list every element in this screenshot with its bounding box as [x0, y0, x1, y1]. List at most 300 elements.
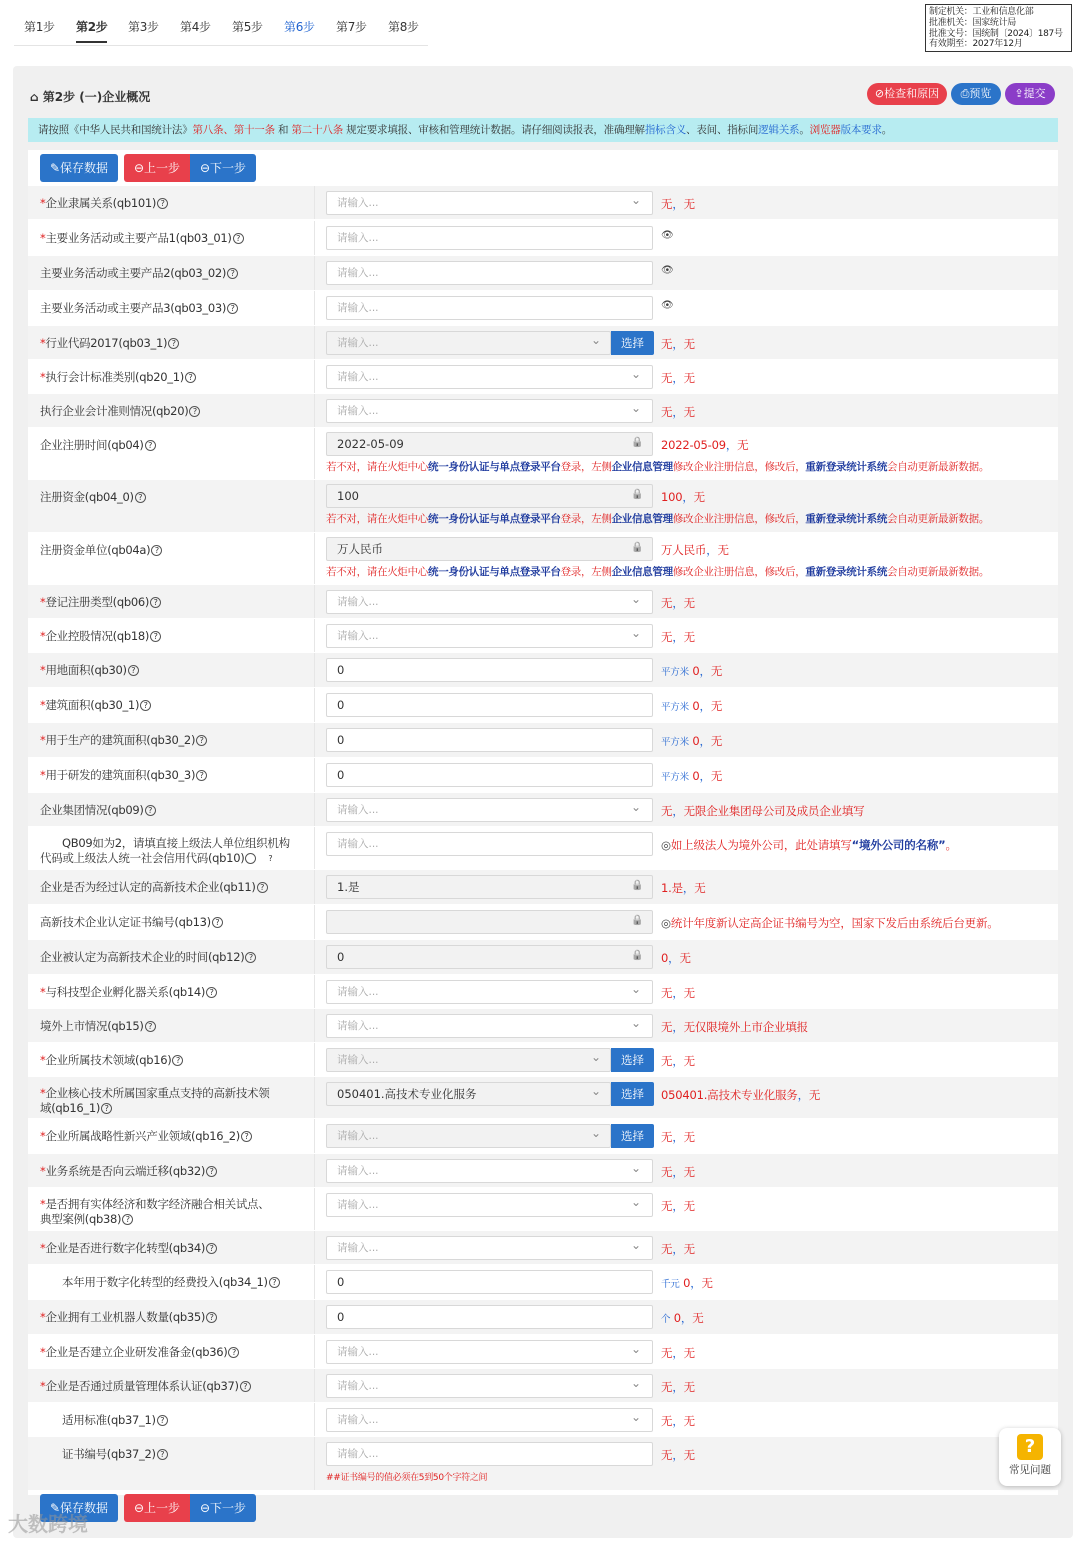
previous-value: 无 — [683, 371, 695, 385]
hint-link[interactable]: 统一身份认证与单点登录平台 — [428, 461, 561, 473]
field-label — [40, 985, 217, 1000]
form-row — [28, 1403, 1058, 1437]
chevron-down-icon: ⌄ — [591, 1126, 602, 1140]
save-label: 保存数据 — [60, 1501, 109, 1515]
tab-step-1[interactable]: 第1步 — [24, 20, 55, 34]
faq-button[interactable] — [999, 1428, 1061, 1486]
text-input[interactable]: 请输入... — [326, 261, 653, 285]
select-input[interactable]: 请输入... — [326, 191, 653, 215]
help-icon[interactable]: ? — [189, 406, 200, 417]
chevron-down-icon: ⌄ — [631, 1238, 642, 1252]
faq-label: 常见问题 — [1009, 1464, 1051, 1476]
help-icon[interactable]: ? — [257, 882, 268, 893]
field-label — [40, 1241, 217, 1256]
form-row — [28, 1335, 1058, 1369]
column-divider — [314, 619, 315, 652]
arrow-left-icon: ⊖ — [133, 1501, 145, 1515]
meta-line: 有效期至：2027年12月 — [929, 39, 1023, 50]
notice-link[interactable]: 浏览器 — [809, 124, 841, 136]
help-icon[interactable]: ? — [228, 1347, 239, 1358]
select-input[interactable]: 050401.高技术专业化服务 — [326, 1082, 611, 1106]
previous-value: 无 — [683, 1414, 695, 1428]
notice-link[interactable]: 第二十八条 — [291, 124, 343, 136]
current-value: 无 — [661, 1414, 673, 1428]
field-value-display — [661, 595, 695, 611]
chevron-down-icon: ⌄ — [631, 1342, 642, 1356]
help-icon[interactable]: ? — [101, 1103, 112, 1114]
lock-icon: 🔒 — [631, 542, 644, 553]
form-row — [28, 1043, 1058, 1077]
current-value: 0 — [683, 1276, 691, 1290]
home-icon: ⌂ — [30, 90, 39, 104]
select-input[interactable]: 请输入... — [326, 1340, 653, 1364]
select-input[interactable]: 请输入... — [326, 1124, 611, 1148]
validation-hint: ##证书编号的值必须在5到50个字符之间 — [326, 1473, 488, 1483]
form-row — [28, 1369, 1058, 1403]
form-row — [28, 1300, 1058, 1335]
value-separator: ， — [672, 1199, 684, 1213]
help-icon[interactable]: ? — [206, 1312, 217, 1323]
hint-link[interactable]: 重新登录统计系统 — [805, 566, 888, 578]
field-label-text: 执行会计标准类别(qb20_1) — [45, 370, 184, 384]
help-icon[interactable]: ? — [240, 1381, 251, 1392]
column-divider — [314, 326, 315, 359]
page-title — [30, 88, 150, 105]
notice-link[interactable]: 逻辑关系 — [758, 124, 800, 136]
field-label — [40, 1379, 251, 1394]
previous-value: 无限企业集团母公司及成员企业填写 — [683, 804, 865, 818]
field-label — [40, 543, 162, 558]
select-input[interactable]: 请输入... — [326, 1408, 653, 1432]
form-row — [28, 1437, 1058, 1491]
form-row — [28, 1119, 1058, 1154]
submit-button[interactable] — [1005, 83, 1055, 105]
save-button[interactable] — [40, 154, 118, 182]
help-icon[interactable]: ? — [145, 805, 156, 816]
previous-value: 无 — [808, 1088, 821, 1102]
print-icon: ⎙ — [960, 87, 970, 100]
locked-input: 2022-05-09 — [326, 432, 653, 456]
hint-link[interactable]: 企业信息管理 — [611, 513, 673, 525]
help-icon[interactable]: ? — [157, 198, 168, 209]
column-divider — [314, 793, 315, 826]
required-mark: * — [40, 985, 46, 999]
hint-text: 会自动更新最新数据。 — [887, 566, 990, 578]
field-value-display — [661, 489, 705, 505]
current-value: 无 — [661, 197, 673, 211]
locked-input: 0 — [326, 945, 653, 969]
select-input[interactable]: 请输入... — [326, 1193, 653, 1217]
number-input[interactable]: 0 — [326, 728, 653, 752]
column-divider — [314, 256, 315, 290]
field-label-text: 企业所属战略性新兴产业领域(qb16_2) — [45, 1129, 240, 1143]
form-row — [28, 688, 1058, 723]
previous-value: 无 — [683, 197, 695, 211]
current-value: 无 — [661, 1054, 673, 1068]
number-input[interactable]: 0 — [326, 1305, 653, 1329]
lock-icon: 🔒 — [631, 880, 644, 891]
tab-step-7[interactable]: 第7步 — [336, 20, 367, 34]
help-icon[interactable]: ? — [227, 268, 238, 279]
prev-label: 上一步 — [144, 1501, 181, 1515]
previous-value: 无仅限境外上市企业填报 — [683, 1020, 808, 1034]
current-value: 0 — [661, 951, 669, 965]
meta-line: 批准文号：国统制〔2024〕187号 — [929, 28, 1063, 39]
field-value-display — [661, 1310, 704, 1326]
form-row — [28, 827, 1058, 870]
field-value-display — [661, 1198, 695, 1214]
form-row — [28, 723, 1058, 758]
select-input[interactable]: 请输入... — [326, 798, 653, 822]
notice-text: 请按照《中华人民共和国统计法》 — [38, 124, 193, 136]
value-separator: ， — [672, 630, 684, 644]
field-label-text: 主要业务活动或主要产品2(qb03_02) — [40, 266, 227, 280]
tab-step-8[interactable]: 第8步 — [388, 20, 419, 34]
help-icon[interactable]: ? — [128, 665, 139, 676]
text-input[interactable]: 请输入... — [326, 226, 653, 250]
field-label-text: 注册资金单位(qb04a) — [40, 543, 151, 557]
value-separator: ， — [725, 438, 738, 452]
preview-button[interactable] — [951, 83, 1001, 105]
column-divider — [314, 1077, 315, 1118]
field-label-text: 企业拥有工业机器人数量(qb35) — [45, 1310, 206, 1324]
chevron-down-icon: ⌄ — [631, 193, 642, 207]
help-icon[interactable]: ? — [196, 735, 207, 746]
current-value: 无 — [661, 1130, 673, 1144]
select-input[interactable]: 请输入... — [326, 399, 653, 423]
arrow-right-icon: ⊖ — [199, 1501, 211, 1515]
tab-step-3[interactable]: 第3步 — [128, 20, 159, 34]
field-value-display — [661, 336, 695, 352]
field-label — [40, 803, 156, 818]
column-divider — [314, 585, 315, 618]
value-separator: ， — [699, 699, 711, 713]
choose-button[interactable]: 选择 — [611, 1048, 654, 1072]
hint-link[interactable]: 企业信息管理 — [611, 461, 673, 473]
field-label — [40, 1345, 239, 1360]
chevron-down-icon: ⌄ — [591, 1050, 602, 1064]
question-icon: ? — [1017, 1434, 1043, 1460]
column-divider — [314, 1043, 315, 1076]
required-mark: * — [40, 1164, 46, 1178]
form-row — [28, 1077, 1058, 1119]
notice-link[interactable]: 版本要求 — [840, 124, 882, 136]
previous-value: 无 — [683, 337, 695, 351]
unit-label: 个 — [661, 1314, 671, 1325]
column-divider — [314, 758, 315, 792]
next-step-button-bottom[interactable] — [190, 1494, 256, 1522]
previous-value: 无 — [683, 1242, 695, 1256]
help-icon[interactable]: ? — [212, 917, 223, 928]
select-input[interactable]: 请输入... — [326, 1236, 653, 1260]
hint-link[interactable]: 企业信息管理 — [611, 566, 673, 578]
help-icon[interactable]: ? — [206, 1166, 217, 1177]
column-divider — [314, 975, 315, 1008]
arrow-left-icon: ⊖ — [133, 161, 145, 175]
field-label — [40, 196, 168, 211]
current-value: 0 — [692, 769, 700, 783]
notice-link[interactable]: 指标含义 — [644, 124, 687, 136]
help-icon[interactable]: ? — [245, 853, 256, 864]
help-icon[interactable]: ? — [157, 1415, 168, 1426]
chevron-down-icon: ⌄ — [631, 1161, 642, 1175]
required-mark: * — [40, 1053, 46, 1067]
form-row — [28, 585, 1058, 619]
help-icon[interactable]: ? — [145, 440, 156, 451]
eye-icon: ◎ — [661, 916, 671, 930]
prev-step-button-bottom[interactable] — [124, 1494, 190, 1522]
hint-link[interactable]: 统一身份认证与单点登录平台 — [428, 513, 561, 525]
chevron-down-icon: ⌄ — [631, 401, 642, 415]
required-mark: * — [40, 1086, 46, 1100]
column-divider — [314, 1335, 315, 1368]
column-divider — [314, 428, 315, 479]
preview-label: 预览 — [969, 87, 992, 100]
previous-value: 无 — [683, 1346, 695, 1360]
field-label-text: 行业代码2017(qb03_1) — [45, 336, 168, 350]
help-icon[interactable]: ? — [151, 545, 162, 556]
lock-icon: 🔒 — [631, 489, 644, 500]
field-label — [40, 698, 151, 713]
help-icon[interactable]: ? — [135, 492, 146, 503]
column-divider — [314, 1188, 315, 1230]
field-label — [40, 1164, 217, 1179]
text-input[interactable]: 请输入... — [326, 832, 653, 856]
hint-text: 修改企业注册信息，修改后， — [672, 513, 806, 525]
required-mark: * — [40, 1310, 46, 1324]
eye-icon[interactable]: 👁 — [661, 230, 674, 241]
column-divider — [314, 940, 315, 974]
help-icon[interactable]: ? — [185, 372, 196, 383]
select-input[interactable]: 请输入... — [326, 365, 653, 389]
help-icon[interactable]: ? — [206, 987, 217, 998]
number-input[interactable]: 0 — [326, 1270, 653, 1294]
field-value-display — [661, 803, 864, 819]
unit-label: 平方米 — [661, 667, 689, 678]
help-icon[interactable]: ? — [168, 338, 179, 349]
field-value-display — [661, 880, 706, 896]
column-divider — [314, 1403, 315, 1436]
column-divider — [314, 394, 315, 427]
field-label — [40, 404, 200, 419]
choose-button[interactable]: 选择 — [611, 331, 654, 355]
current-value: 无 — [661, 1380, 673, 1394]
current-value: 无 — [661, 1020, 673, 1034]
number-input[interactable]: 0 — [326, 693, 653, 717]
notice-link[interactable]: 第八条、第十一条 — [192, 124, 275, 136]
field-value-display — [661, 404, 695, 420]
field-label-text: 用地面积(qb30) — [45, 663, 127, 677]
previous-value: 无 — [694, 881, 706, 895]
help-icon[interactable]: ? — [172, 1055, 183, 1066]
number-input[interactable]: 0 — [326, 763, 653, 787]
help-icon[interactable]: ? — [150, 631, 161, 642]
tab-step-2[interactable]: 第2步 — [76, 18, 107, 43]
previous-value: 无 — [683, 1165, 695, 1179]
unit-label: 平方米 — [661, 737, 689, 748]
current-value: 050401.高技术专业化服务 — [661, 1088, 798, 1102]
field-value-display — [661, 950, 691, 966]
field-label — [40, 950, 256, 965]
help-icon[interactable]: ? — [206, 1243, 217, 1254]
notice-text: 。 — [799, 124, 810, 136]
help-icon[interactable]: ? — [269, 1277, 280, 1288]
form-row — [28, 619, 1058, 653]
column-divider — [314, 1009, 315, 1042]
select-input[interactable]: 请输入... — [326, 1014, 653, 1038]
notice-text: 。 — [881, 124, 893, 136]
field-label — [40, 1310, 217, 1325]
notice-text: 、表间、指标间 — [686, 124, 759, 136]
tab-step-6[interactable]: 第6步 — [284, 20, 315, 34]
eye-icon[interactable]: 👁 — [661, 300, 674, 311]
next-step-button[interactable] — [190, 154, 256, 182]
select-input[interactable]: 请输入... — [326, 590, 653, 614]
form-row — [28, 793, 1058, 827]
help-icon[interactable]: ? — [145, 1021, 156, 1032]
column-divider — [314, 221, 315, 255]
column-divider — [314, 870, 315, 904]
text-input[interactable]: 请输入... — [326, 296, 653, 320]
field-label — [40, 370, 196, 385]
field-label-text: 证书编号(qb37_2) — [62, 1447, 156, 1461]
current-value: 无 — [661, 371, 673, 385]
select-input[interactable]: 请输入... — [326, 1374, 653, 1398]
required-mark: * — [40, 629, 46, 643]
hint-link[interactable]: 统一身份认证与单点登录平台 — [428, 566, 561, 578]
unit-label: 平方米 — [661, 702, 689, 713]
field-label-text: 是否拥有实体经济和数字经济融合相关试点、典型案例(qb38) — [40, 1197, 270, 1226]
hint-text: 会自动更新最新数据。 — [887, 513, 990, 525]
value-separator: ， — [672, 371, 684, 385]
column-divider — [314, 1437, 315, 1490]
current-value: 无 — [661, 1448, 673, 1462]
check-button[interactable] — [867, 83, 947, 105]
help-icon[interactable]: ? — [122, 1214, 133, 1225]
text-input[interactable]: 请输入... — [326, 1442, 653, 1466]
select-input[interactable]: 请输入... — [326, 331, 611, 355]
field-label-text: 企业集团情况(qb09) — [40, 803, 144, 817]
help-icon[interactable]: ? — [196, 770, 207, 781]
field-label — [62, 1447, 168, 1462]
form-row — [28, 940, 1058, 975]
field-label-text: 企业是否通过质量管理体系认证(qb37) — [45, 1379, 239, 1393]
chevron-down-icon: ⌄ — [591, 333, 602, 347]
help-icon[interactable]: ? — [233, 233, 244, 244]
previous-value: 无 — [717, 543, 729, 557]
previous-value: 无 — [683, 1448, 695, 1462]
field-label-text: 业务系统是否向云端迁移(qb32) — [45, 1164, 206, 1178]
field-label-text: 高新技术企业认定证书编号(qb13) — [40, 915, 211, 929]
current-value: 无 — [661, 1346, 673, 1360]
value-separator: ， — [699, 664, 711, 678]
update-hint — [326, 459, 989, 474]
locked-input: 1.是 — [326, 875, 653, 899]
field-label-text: 企业隶属关系(qb101) — [45, 196, 157, 210]
choose-button[interactable]: 选择 — [611, 1124, 654, 1148]
previous-value: 无 — [683, 630, 695, 644]
field-label — [40, 836, 290, 866]
field-label-text: 适用标准(qb37_1) — [62, 1413, 156, 1427]
field-label — [40, 1053, 183, 1068]
select-input[interactable]: 请输入... — [326, 1048, 611, 1072]
previous-value: 无 — [683, 596, 695, 610]
required-mark: * — [40, 1345, 46, 1359]
previous-value: 无 — [710, 664, 723, 678]
form-row — [28, 1231, 1058, 1265]
eye-icon: ◎ — [661, 838, 671, 852]
field-value-display — [661, 370, 695, 386]
help-icon[interactable]: ? — [245, 952, 256, 963]
watermark: 大数跨境 — [8, 1512, 88, 1536]
field-label — [40, 733, 207, 748]
choose-button[interactable]: 选择 — [611, 1082, 654, 1106]
column-divider — [314, 688, 315, 722]
hint-text: 若不对，请在火炬中心 — [326, 461, 428, 473]
field-value-display — [661, 663, 722, 679]
help-icon[interactable]: ? — [140, 700, 151, 711]
current-value: 无 — [661, 596, 673, 610]
hint-link[interactable]: 重新登录统计系统 — [805, 513, 888, 525]
number-input[interactable]: 0 — [326, 658, 653, 682]
field-label — [40, 663, 139, 678]
required-mark: * — [40, 1129, 46, 1143]
note-text: 如上级法人为境外公司，此处请填写 — [670, 838, 852, 852]
value-separator: ， — [672, 1346, 684, 1360]
field-value-display — [661, 1087, 820, 1103]
field-label — [40, 880, 268, 895]
column-divider — [314, 1265, 315, 1299]
hint-link[interactable]: 重新登录统计系统 — [805, 461, 888, 473]
eye-icon[interactable]: 👁 — [661, 265, 674, 276]
alert-icon: ⊘ — [874, 87, 885, 100]
form-row — [28, 1188, 1058, 1231]
select-input[interactable]: 请输入... — [326, 980, 653, 1004]
value-separator: ， — [672, 596, 684, 610]
field-value-display — [661, 629, 695, 645]
help-icon[interactable]: ? — [150, 597, 161, 608]
field-label — [40, 231, 244, 246]
help-icon[interactable]: ? — [157, 1449, 168, 1460]
field-value-display — [661, 1241, 695, 1257]
tab-step-4[interactable]: 第4步 — [180, 20, 211, 34]
tab-step-5[interactable]: 第5步 — [232, 20, 263, 34]
previous-value: 无 — [683, 1199, 695, 1213]
help-icon[interactable]: ? — [227, 303, 238, 314]
prev-label: 上一步 — [144, 161, 181, 175]
select-input[interactable]: 请输入... — [326, 1159, 653, 1183]
current-value: 100 — [661, 490, 683, 504]
field-value-display — [661, 698, 722, 714]
value-separator: ， — [706, 543, 718, 557]
notice-banner — [28, 118, 1058, 142]
select-input[interactable]: 请输入... — [326, 624, 653, 648]
help-icon[interactable]: ? — [241, 1131, 252, 1142]
required-mark: * — [40, 336, 46, 350]
chevron-down-icon: ⌄ — [631, 1016, 642, 1030]
value-separator: ， — [672, 1448, 684, 1462]
field-label — [40, 1129, 252, 1144]
field-label — [40, 490, 146, 505]
field-value-display — [661, 1129, 695, 1145]
previous-value: 无 — [737, 438, 749, 452]
share-icon: ⇪ — [1014, 87, 1024, 100]
field-value-display — [661, 437, 748, 453]
field-label — [40, 1197, 280, 1227]
required-mark: * — [40, 1197, 46, 1211]
value-separator: ， — [668, 951, 680, 965]
prev-step-button[interactable] — [124, 154, 190, 182]
